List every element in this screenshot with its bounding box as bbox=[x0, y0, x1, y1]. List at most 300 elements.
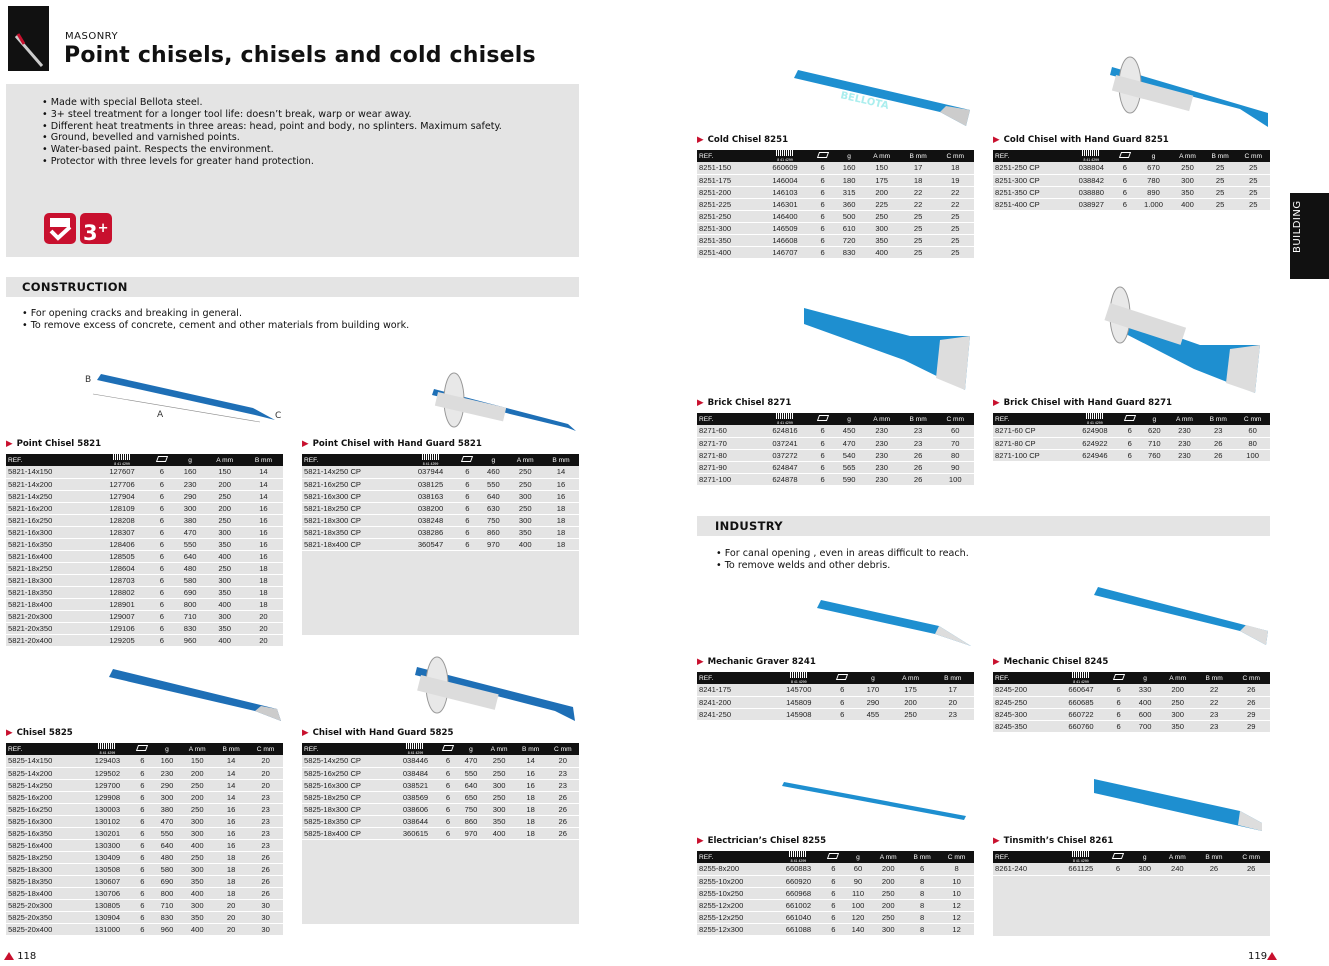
table-cell: 8245-350 bbox=[993, 720, 1056, 732]
table-cell: 60 bbox=[845, 863, 872, 875]
arrow-icon: ▶ bbox=[6, 439, 13, 449]
construction-notes bbox=[22, 308, 409, 332]
table-cell: 360 bbox=[835, 198, 864, 210]
table-cell: 038569 bbox=[393, 791, 437, 803]
feature-item: • Water-based paint. Respects the environment. bbox=[42, 144, 274, 156]
table-cell: 23 bbox=[1196, 708, 1233, 720]
table-cell: 660760 bbox=[1056, 720, 1107, 732]
table-cell: 350 bbox=[864, 234, 900, 246]
table-cell: 5821-16x400 bbox=[6, 550, 95, 562]
table-row bbox=[302, 466, 579, 478]
table-cell: 5825-14x250 CP bbox=[302, 755, 393, 767]
table-cell: 26 bbox=[547, 791, 579, 803]
table-cell: 624816 bbox=[760, 425, 811, 437]
column-header: REF. bbox=[302, 454, 406, 466]
table-cell: 290 bbox=[154, 779, 181, 791]
table-cell: 038842 bbox=[1069, 174, 1114, 186]
table-cell: 175 bbox=[890, 684, 932, 696]
table-cell: 18 bbox=[244, 586, 283, 598]
table-cell: 129106 bbox=[95, 622, 149, 634]
table-cell: 380 bbox=[175, 514, 206, 526]
barcode-caption: 8 41 4299 bbox=[114, 462, 130, 466]
table-cell: 150 bbox=[864, 162, 900, 174]
table-cell: 350 bbox=[1160, 720, 1196, 732]
table-row bbox=[6, 550, 283, 562]
table-cell: 160 bbox=[175, 466, 206, 478]
table-cell: 25 bbox=[937, 222, 974, 234]
table-row bbox=[697, 246, 974, 258]
column-header: C mm bbox=[1237, 150, 1270, 162]
column-header: B mm bbox=[900, 413, 937, 425]
table-cell: 130805 bbox=[84, 899, 131, 911]
table-cell: 700 bbox=[1131, 720, 1160, 732]
table-cell: 200 bbox=[890, 696, 932, 708]
table-cell: 540 bbox=[835, 449, 864, 461]
table-cell: 661125 bbox=[1056, 863, 1106, 875]
table-cell: 710 bbox=[175, 610, 206, 622]
table-cell: 146400 bbox=[760, 210, 811, 222]
table-cell: 6 bbox=[455, 514, 479, 526]
table-row bbox=[993, 437, 1270, 449]
table-cell: 8241-175 bbox=[697, 684, 769, 696]
table-cell: 29 bbox=[1233, 720, 1270, 732]
left-page-number bbox=[4, 951, 36, 962]
table-cell: 8245-200 bbox=[993, 684, 1056, 696]
table-cell: 6 bbox=[828, 696, 856, 708]
column-header: g bbox=[856, 672, 889, 684]
table-row bbox=[6, 911, 283, 923]
table-cell: 250 bbox=[1160, 696, 1196, 708]
table-cell: 200 bbox=[205, 478, 243, 490]
table-cell: 610 bbox=[835, 222, 864, 234]
table-cell: 250 bbox=[180, 803, 214, 815]
table-cell: 300 bbox=[154, 791, 181, 803]
box-icon bbox=[816, 415, 828, 421]
table-cell: 26 bbox=[900, 461, 937, 473]
box-qty-icon bbox=[1106, 851, 1130, 863]
column-header: B mm bbox=[214, 743, 248, 755]
table-cell: 038804 bbox=[1069, 162, 1114, 174]
arrow-icon: ▶ bbox=[302, 728, 309, 738]
table-cell: 230 bbox=[1168, 425, 1202, 437]
table-cell: 225 bbox=[864, 198, 900, 210]
table-cell: 6 bbox=[149, 574, 175, 586]
table-cell: 8271-100 CP bbox=[993, 449, 1071, 461]
product-title bbox=[6, 439, 283, 454]
table-cell: 22 bbox=[900, 186, 937, 198]
dim-a-label: A bbox=[157, 410, 164, 420]
table-row bbox=[697, 887, 974, 899]
table-cell: 230 bbox=[864, 473, 900, 485]
table-cell: 60 bbox=[1235, 425, 1270, 437]
table-cell: 8271-60 CP bbox=[993, 425, 1071, 437]
table-row bbox=[993, 863, 1270, 875]
table-cell: 580 bbox=[175, 574, 206, 586]
box-qty-icon bbox=[1118, 413, 1140, 425]
table-cell: 20 bbox=[931, 696, 974, 708]
spec-table bbox=[6, 454, 283, 647]
table-cell: 470 bbox=[154, 815, 181, 827]
table-cell: 630 bbox=[479, 502, 507, 514]
table-cell: 450 bbox=[835, 425, 864, 437]
table-cell: 300 bbox=[871, 923, 905, 935]
table-cell: 5821-20x300 bbox=[6, 610, 95, 622]
table-cell: 6 bbox=[822, 875, 845, 887]
table-cell: 25 bbox=[900, 222, 937, 234]
table-cell: 128208 bbox=[95, 514, 149, 526]
column-header: B mm bbox=[1195, 851, 1232, 863]
table-cell: 10 bbox=[939, 875, 974, 887]
table-cell: 18 bbox=[515, 827, 547, 839]
table-cell: 130508 bbox=[84, 863, 131, 875]
table-cell: 129908 bbox=[84, 791, 131, 803]
table-cell: 26 bbox=[1233, 696, 1270, 708]
table-cell: 25 bbox=[1204, 162, 1237, 174]
table-cell: 6 bbox=[1106, 863, 1130, 875]
table-cell: 8 bbox=[905, 899, 939, 911]
product-title-text: Mechanic Chisel 8245 bbox=[1003, 657, 1109, 667]
feature-item: • Ground, bevelled and varnished points. bbox=[42, 132, 240, 144]
product-title-text: Cold Chisel with Hand Guard 8251 bbox=[1003, 135, 1169, 145]
table-cell: 20 bbox=[244, 634, 283, 646]
table-cell: 250 bbox=[205, 562, 243, 574]
table-cell: 660920 bbox=[775, 875, 822, 887]
table-cell: 6 bbox=[131, 803, 154, 815]
table-cell: 5825-20x350 bbox=[6, 911, 84, 923]
table-cell: 18 bbox=[900, 174, 937, 186]
table-cell: 12 bbox=[939, 899, 974, 911]
column-header: g bbox=[458, 743, 483, 755]
chisel-5825-image bbox=[105, 665, 285, 725]
box-qty-icon bbox=[810, 413, 834, 425]
table-cell: 6 bbox=[149, 634, 175, 646]
table-cell: 128406 bbox=[95, 538, 149, 550]
table-row bbox=[6, 863, 283, 875]
table-cell: 22 bbox=[1196, 696, 1233, 708]
table-cell: 14 bbox=[244, 466, 283, 478]
table-cell: 250 bbox=[483, 767, 514, 779]
table-cell: 23 bbox=[547, 779, 579, 791]
table-cell: 18 bbox=[515, 815, 547, 827]
table-cell: 8251-200 bbox=[697, 186, 760, 198]
column-header: C mm bbox=[939, 851, 974, 863]
table-row bbox=[697, 222, 974, 234]
table-row bbox=[302, 755, 579, 767]
spec-table bbox=[993, 672, 1270, 733]
barcode-caption: 8 41 4299 bbox=[422, 462, 439, 466]
table-cell: 145700 bbox=[769, 684, 828, 696]
table-chisel-guard-5825 bbox=[302, 728, 579, 924]
box-qty-icon bbox=[455, 454, 479, 466]
table-row bbox=[6, 586, 283, 598]
table-cell: 230 bbox=[864, 425, 900, 437]
table-row bbox=[6, 791, 283, 803]
table-cell: 8255-8x200 bbox=[697, 863, 775, 875]
table-cell: 661040 bbox=[775, 911, 822, 923]
table-cell: 6 bbox=[1106, 720, 1130, 732]
table-cell: 750 bbox=[458, 803, 483, 815]
table-cell: 120 bbox=[845, 911, 872, 923]
table-cell: 038163 bbox=[406, 490, 456, 502]
table-cell: 8255-10x200 bbox=[697, 875, 775, 887]
table-brick-chisel-8271 bbox=[697, 398, 974, 486]
column-header: B mm bbox=[1204, 150, 1237, 162]
table-mechanic-chisel-8245 bbox=[993, 657, 1270, 733]
box-qty-icon bbox=[1114, 150, 1136, 162]
column-header: g bbox=[175, 454, 206, 466]
table-cell: 150 bbox=[180, 755, 214, 767]
table-cell: 038880 bbox=[1069, 186, 1114, 198]
table-cell: 350 bbox=[205, 622, 243, 634]
column-header: REF. bbox=[993, 150, 1069, 162]
table-cell: 16 bbox=[244, 526, 283, 538]
table-cell: 25 bbox=[1204, 174, 1237, 186]
table-cell: 5821-18x350 bbox=[6, 586, 95, 598]
table-filler bbox=[302, 840, 579, 924]
table-cell: 25 bbox=[900, 234, 937, 246]
table-cell: 640 bbox=[175, 550, 206, 562]
table-cell: 6 bbox=[437, 791, 458, 803]
product-title-text: Electrician’s Chisel 8255 bbox=[707, 836, 827, 846]
spec-table bbox=[302, 454, 579, 635]
table-row bbox=[697, 684, 974, 696]
table-cell: 6 bbox=[828, 708, 856, 720]
table-cell: 300 bbox=[864, 222, 900, 234]
table-cell: 038644 bbox=[393, 815, 437, 827]
table-cell: 1.000 bbox=[1136, 198, 1172, 210]
table-cell: 5821-14x250 bbox=[6, 490, 95, 502]
table-cell: 550 bbox=[154, 827, 181, 839]
table-cell: 16 bbox=[214, 803, 248, 815]
table-cell: 26 bbox=[248, 851, 283, 863]
table-cell: 25 bbox=[937, 210, 974, 222]
table-cell: 130706 bbox=[84, 887, 131, 899]
column-header: C mm bbox=[1235, 413, 1270, 425]
table-cell: 20 bbox=[547, 755, 579, 767]
product-title-text: Chisel 5825 bbox=[16, 728, 73, 738]
table-cell: 300 bbox=[1171, 174, 1203, 186]
barcode-graphic-icon bbox=[1086, 413, 1104, 419]
table-point-chisel-guard-5821 bbox=[302, 439, 579, 635]
table-cell: 128703 bbox=[95, 574, 149, 586]
table-row bbox=[697, 696, 974, 708]
table-row bbox=[6, 815, 283, 827]
table-cell: 250 bbox=[205, 514, 243, 526]
table-cell: 14 bbox=[214, 767, 248, 779]
column-header: REF. bbox=[6, 454, 95, 466]
spec-table bbox=[697, 150, 974, 259]
table-row bbox=[993, 696, 1270, 708]
table-filler bbox=[302, 551, 579, 635]
table-cell: 350 bbox=[205, 538, 243, 550]
spec-table bbox=[697, 851, 974, 936]
table-cell: 970 bbox=[479, 538, 507, 550]
box-icon bbox=[836, 674, 848, 680]
box-qty-icon bbox=[131, 743, 154, 755]
table-cell: 360615 bbox=[393, 827, 437, 839]
table-cell: 300 bbox=[205, 526, 243, 538]
table-cell: 6 bbox=[131, 887, 154, 899]
table-cell: 230 bbox=[1168, 437, 1202, 449]
table-cell: 146004 bbox=[760, 174, 811, 186]
table-cell: 131000 bbox=[84, 923, 131, 935]
barcode-graphic-icon bbox=[1082, 150, 1100, 156]
page-title: Point chisels, chisels and cold chisels bbox=[64, 43, 536, 68]
table-row bbox=[302, 478, 579, 490]
table-cell: 8241-250 bbox=[697, 708, 769, 720]
arrow-icon: ▶ bbox=[993, 836, 1000, 846]
table-cell: 5821-16x250 CP bbox=[302, 478, 406, 490]
barcode-caption: 8 41 4299 bbox=[1073, 859, 1089, 863]
table-cell: 6 bbox=[455, 490, 479, 502]
arrow-icon: ▶ bbox=[697, 836, 704, 846]
barcode-caption: 8 41 4299 bbox=[99, 751, 116, 755]
table-cell: 6 bbox=[810, 246, 834, 258]
table-cell: 960 bbox=[154, 923, 181, 935]
table-cell: 16 bbox=[543, 490, 579, 502]
table-cell: 6 bbox=[455, 466, 479, 478]
table-cell: 580 bbox=[154, 863, 181, 875]
table-cell: 6 bbox=[1106, 696, 1130, 708]
column-header: B mm bbox=[900, 150, 937, 162]
table-cell: 6 bbox=[1118, 449, 1140, 461]
table-cell: 300 bbox=[180, 815, 214, 827]
table-cell: 18 bbox=[214, 851, 248, 863]
table-cell: 6 bbox=[437, 779, 458, 791]
column-header: B mm bbox=[515, 743, 547, 755]
table-cell: 130607 bbox=[84, 875, 131, 887]
table-row bbox=[6, 827, 283, 839]
table-cell: 14 bbox=[515, 755, 547, 767]
table-cell: 20 bbox=[248, 779, 283, 791]
table-cell: 20 bbox=[244, 610, 283, 622]
table-cell: 640 bbox=[479, 490, 507, 502]
barcode-graphic-icon bbox=[98, 743, 116, 749]
column-header: B mm bbox=[1196, 672, 1233, 684]
table-cell: 6 bbox=[131, 863, 154, 875]
table-cell: 8251-175 bbox=[697, 174, 760, 186]
table-cell: 23 bbox=[900, 425, 937, 437]
arrow-icon: ▶ bbox=[993, 657, 1000, 667]
table-cell: 20 bbox=[244, 622, 283, 634]
table-cell: 5825-18x350 bbox=[6, 875, 84, 887]
table-cell: 8255-10x250 bbox=[697, 887, 775, 899]
table-cell: 22 bbox=[937, 198, 974, 210]
industry-heading: INDUSTRY bbox=[697, 516, 1270, 536]
table-cell: 6 bbox=[810, 473, 834, 485]
industry-notes bbox=[716, 548, 969, 572]
table-cell: 800 bbox=[154, 887, 181, 899]
table-cell: 23 bbox=[1201, 425, 1235, 437]
barcode-icon bbox=[393, 743, 437, 755]
table-cell: 128307 bbox=[95, 526, 149, 538]
table-cell: 5825-16x350 bbox=[6, 827, 84, 839]
table-cell: 300 bbox=[205, 574, 243, 586]
table-cell: 23 bbox=[248, 839, 283, 851]
table-cell: 8251-150 bbox=[697, 162, 760, 174]
feature-item: • 3+ steel treatment for a longer tool life: doesn’t break, warp or wear away. bbox=[42, 108, 412, 120]
table-cell: 038927 bbox=[1069, 198, 1114, 210]
barcode-caption: 8 41 4299 bbox=[790, 859, 807, 863]
table-cell: 6 bbox=[149, 610, 175, 622]
barcode-graphic-icon bbox=[422, 454, 440, 460]
column-header: A mm bbox=[1168, 413, 1202, 425]
table-cell: 300 bbox=[1130, 863, 1159, 875]
table-row bbox=[993, 684, 1270, 696]
table-cell: 038484 bbox=[393, 767, 437, 779]
table-cell: 175 bbox=[864, 174, 900, 186]
construction-note: • For opening cracks and breaking in general. bbox=[22, 308, 243, 319]
table-cell: 750 bbox=[479, 514, 507, 526]
table-cell: 624922 bbox=[1071, 437, 1118, 449]
table-cell: 16 bbox=[214, 815, 248, 827]
table-cell: 624847 bbox=[760, 461, 811, 473]
table-cell: 300 bbox=[180, 827, 214, 839]
table-cell: 8251-225 bbox=[697, 198, 760, 210]
table-cell: 16 bbox=[214, 827, 248, 839]
barcode-icon bbox=[1071, 413, 1118, 425]
table-cell: 8251-300 CP bbox=[993, 174, 1069, 186]
side-tab-label: BUILDING bbox=[1292, 200, 1303, 253]
section-kicker: MASONRY bbox=[65, 31, 119, 42]
brick-chisel-guard-8271-image bbox=[1090, 285, 1270, 395]
table-cell: 30 bbox=[248, 923, 283, 935]
table-cell: 6 bbox=[437, 755, 458, 767]
table-chisel-5825 bbox=[6, 728, 283, 936]
table-cell: 6 bbox=[455, 478, 479, 490]
box-icon bbox=[156, 456, 168, 462]
table-cell: 6 bbox=[437, 767, 458, 779]
table-cell: 8 bbox=[905, 875, 939, 887]
box-icon bbox=[816, 152, 828, 158]
barcode-icon bbox=[84, 743, 131, 755]
table-cell: 5821-16x300 bbox=[6, 526, 95, 538]
table-cell: 6 bbox=[1114, 186, 1136, 198]
table-row bbox=[993, 186, 1270, 198]
table-cell: 200 bbox=[180, 767, 214, 779]
column-header: g bbox=[835, 150, 864, 162]
table-cell: 6 bbox=[149, 622, 175, 634]
arrow-icon: ▶ bbox=[302, 439, 309, 449]
column-header: A mm bbox=[180, 743, 214, 755]
table-cell: 600 bbox=[1131, 708, 1160, 720]
column-header: C mm bbox=[547, 743, 579, 755]
product-title bbox=[697, 836, 974, 851]
table-cell: 25 bbox=[1237, 186, 1270, 198]
table-cell: 5821-18x300 bbox=[6, 574, 95, 586]
table-cell: 8271-80 CP bbox=[993, 437, 1071, 449]
table-row bbox=[697, 708, 974, 720]
table-cell: 6 bbox=[1114, 174, 1136, 186]
table-cell: 26 bbox=[547, 815, 579, 827]
arrow-icon: ▶ bbox=[697, 398, 704, 408]
building-side-tab bbox=[1290, 193, 1329, 279]
table-row bbox=[302, 827, 579, 839]
table-cell: 30 bbox=[248, 911, 283, 923]
table-cold-chisel-8251 bbox=[697, 135, 974, 259]
table-cell: 23 bbox=[547, 767, 579, 779]
table-cell: 8 bbox=[905, 911, 939, 923]
table-row bbox=[697, 186, 974, 198]
table-cell: 400 bbox=[1171, 198, 1203, 210]
table-row bbox=[302, 514, 579, 526]
table-cell: 146707 bbox=[760, 246, 811, 258]
column-header: A mm bbox=[1171, 150, 1203, 162]
table-cell: 23 bbox=[248, 791, 283, 803]
table-cell: 14 bbox=[543, 466, 579, 478]
table-cell: 330 bbox=[1131, 684, 1160, 696]
barcode-graphic-icon bbox=[790, 672, 808, 678]
